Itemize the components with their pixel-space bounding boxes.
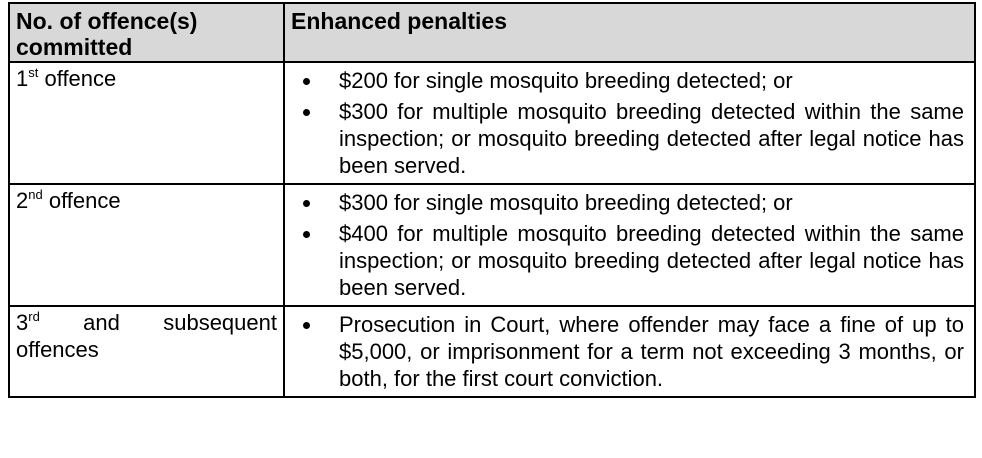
- bullet-icon: [303, 78, 310, 85]
- penalty-text: $200 for single mosquito breeding detected; or: [339, 68, 793, 93]
- penalties-cell-2: [284, 184, 975, 306]
- penalty-text: $300 for single mosquito breeding detected; or: [339, 190, 793, 215]
- bullet-icon: [303, 231, 310, 238]
- header-row: [9, 3, 975, 62]
- penalty-item: [285, 189, 964, 216]
- penalties-table: [8, 2, 976, 398]
- penalty-list: [285, 63, 974, 179]
- penalty-list: [285, 185, 974, 301]
- table-row: [9, 62, 975, 184]
- offence-number: 1: [16, 66, 29, 91]
- penalty-list: [285, 307, 974, 392]
- bullet-icon: [303, 200, 310, 207]
- bullet-icon: [303, 109, 310, 116]
- offence-cell-3: [9, 306, 284, 397]
- table-row: [9, 306, 975, 397]
- header-offences-committed: No. of offence(s) committed: [9, 3, 284, 62]
- penalty-text: $400 for multiple mosquito breeding detected within the same inspection; or mosquito breeding detected after legal notice has been served.: [339, 221, 964, 300]
- header-enhanced-penalties: Enhanced penalties: [284, 3, 975, 62]
- offence-label: offence: [38, 66, 117, 91]
- penalty-item: [285, 67, 964, 94]
- offence-suffix: rd: [28, 309, 40, 324]
- penalty-item: [285, 220, 964, 301]
- penalty-item: [285, 98, 964, 179]
- offence-number: 2: [16, 188, 29, 213]
- penalties-cell-1: [284, 62, 975, 184]
- offence-suffix: st: [28, 65, 39, 80]
- offence-label: and subsequent offences: [16, 310, 277, 362]
- penalties-cell-3: [284, 306, 975, 397]
- offence-suffix: nd: [28, 187, 43, 202]
- offence-cell-1: [9, 62, 284, 184]
- bullet-icon: [303, 322, 310, 329]
- offence-label: offence: [42, 188, 121, 213]
- penalty-text: $300 for multiple mosquito breeding detected within the same inspection; or mosquito breeding detected after legal notice has been served.: [339, 99, 964, 178]
- offence-number: 3: [16, 310, 29, 335]
- offence-cell-2: [9, 184, 284, 306]
- table-row: [9, 184, 975, 306]
- penalty-item: [285, 311, 964, 392]
- penalty-text: Prosecution in Court, where offender may face a fine of up to $5,000, or imprisonment for a term not exceeding 3 months, or both, for the first court conviction.: [339, 312, 964, 391]
